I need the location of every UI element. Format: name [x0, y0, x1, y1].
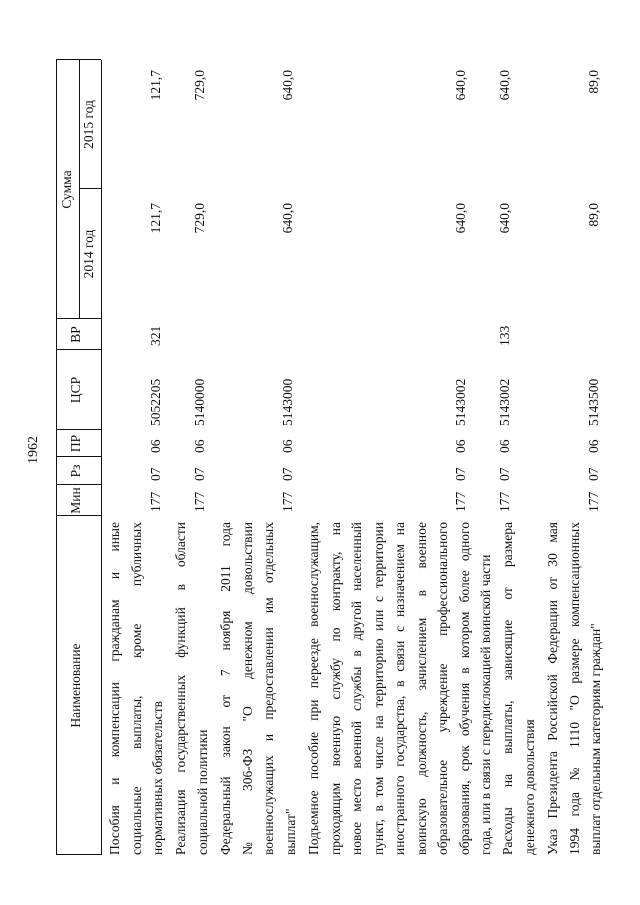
header-vr: ВР: [68, 326, 83, 343]
header-rz: Рз: [68, 464, 83, 478]
header-csr: ЦСР: [68, 376, 83, 404]
header-min: Мин: [68, 487, 83, 514]
cell-2015: 640,0: [280, 70, 295, 101]
name-line: воинскую должность, зачислением в военное: [413, 522, 429, 855]
page-number: 1962: [26, 436, 41, 464]
name-line: Пособия и компенсации гражданам и иные: [107, 522, 122, 855]
cell-2014: 121,7: [148, 203, 163, 234]
header-sum: Сумма: [59, 170, 74, 209]
cell-csr: 5143002: [497, 378, 512, 426]
name-line: 1994 года № 1110 "О размере компенсационных: [566, 522, 582, 855]
cell-2015: 640,0: [497, 70, 512, 101]
cell-2014: 640,0: [453, 203, 468, 234]
row-name: [170, 522, 213, 855]
name-line: денежного довольствия: [521, 719, 537, 855]
cell-vr: 321: [148, 325, 163, 346]
cell-csr: 5140000: [192, 378, 207, 426]
name-line: пункт, в том числе на территорию или с территории: [370, 522, 386, 855]
header-2015: 2015 год: [81, 100, 96, 149]
cell-2015: 121,7: [148, 70, 163, 101]
name-line: Подъемное пособие при переезде военнослужащим,: [306, 522, 321, 855]
cell-min: 177: [453, 491, 468, 512]
name-line: образовательное учреждение профессионального: [435, 522, 450, 855]
name-line: Указ Президента Российской Федерации от 30 мая: [545, 522, 560, 855]
header-pr: ПР: [68, 434, 83, 453]
name-line: военнослужащих и предоставлении им отдельных: [261, 522, 276, 855]
name-line: Расходы на выплаты, зависящие от размера: [500, 522, 515, 855]
name-line: № 306-ФЗ "О денежном довольствии: [239, 522, 255, 855]
cell-min: 177: [192, 491, 207, 512]
row-name: [303, 522, 497, 855]
header-bottom-border: [101, 60, 102, 855]
header-name: Наименование: [68, 643, 83, 728]
header-2014: 2014 год: [81, 229, 96, 279]
cell-rz: 07: [586, 467, 601, 481]
name-line: выплат": [282, 808, 298, 855]
cell-csr: 5143002: [453, 378, 468, 426]
cell-rz: 07: [497, 467, 512, 481]
cell-csr: 5052205: [148, 378, 163, 426]
cell-pr: 06: [586, 439, 601, 453]
cell-pr: 06: [453, 439, 468, 453]
cell-csr: 5143500: [586, 378, 601, 426]
row-name: [104, 522, 169, 855]
row-name: [215, 522, 301, 855]
cell-2014: 729,0: [192, 203, 207, 234]
name-line: Реализация государственных функций в области: [173, 522, 188, 855]
cell-2014: 89,0: [586, 203, 601, 227]
cell-2015: 640,0: [453, 70, 468, 101]
cell-min: 177: [497, 491, 512, 512]
name-line: новое место военной службы в другой населенный: [349, 522, 364, 855]
cell-pr: 06: [148, 439, 163, 453]
name-line: выплат отдельным категориям граждан": [588, 623, 603, 855]
cell-min: 177: [148, 491, 163, 512]
cell-vr: 133: [497, 325, 512, 346]
row-name: [542, 522, 607, 855]
name-line: образования, срок обучения в котором более одного: [456, 522, 472, 855]
name-line: социальные выплаты, кроме публичных: [128, 522, 144, 855]
cell-2014: 640,0: [497, 203, 512, 234]
name-line: проходящим военную службу по контракту, на: [327, 522, 343, 855]
name-line: нормативных обязательств: [150, 700, 165, 855]
name-line: года, или в связи с передислокацией воинской части: [478, 554, 493, 855]
cell-2015: 89,0: [586, 70, 601, 94]
name-line: Федеральный закон от 7 ноября 2011 года: [218, 522, 233, 855]
cell-rz: 07: [453, 467, 468, 481]
cell-2015: 729,0: [192, 70, 207, 101]
cell-rz: 07: [192, 467, 207, 481]
cell-pr: 06: [280, 439, 295, 453]
row-name: [497, 522, 540, 855]
cell-rz: 07: [280, 467, 295, 481]
cell-rz: 07: [148, 467, 163, 481]
cell-csr: 5143000: [280, 378, 295, 426]
cell-min: 177: [586, 491, 601, 512]
name-line: иностранного государства, в связи с назначением на: [392, 522, 407, 855]
cell-min: 177: [280, 491, 295, 512]
cell-2014: 640,0: [280, 203, 295, 234]
table-top-border: [56, 60, 57, 855]
name-line: социальной политики: [194, 729, 210, 855]
cell-pr: 06: [192, 439, 207, 453]
sum-subheader-border: [79, 60, 80, 319]
cell-pr: 06: [497, 439, 512, 453]
